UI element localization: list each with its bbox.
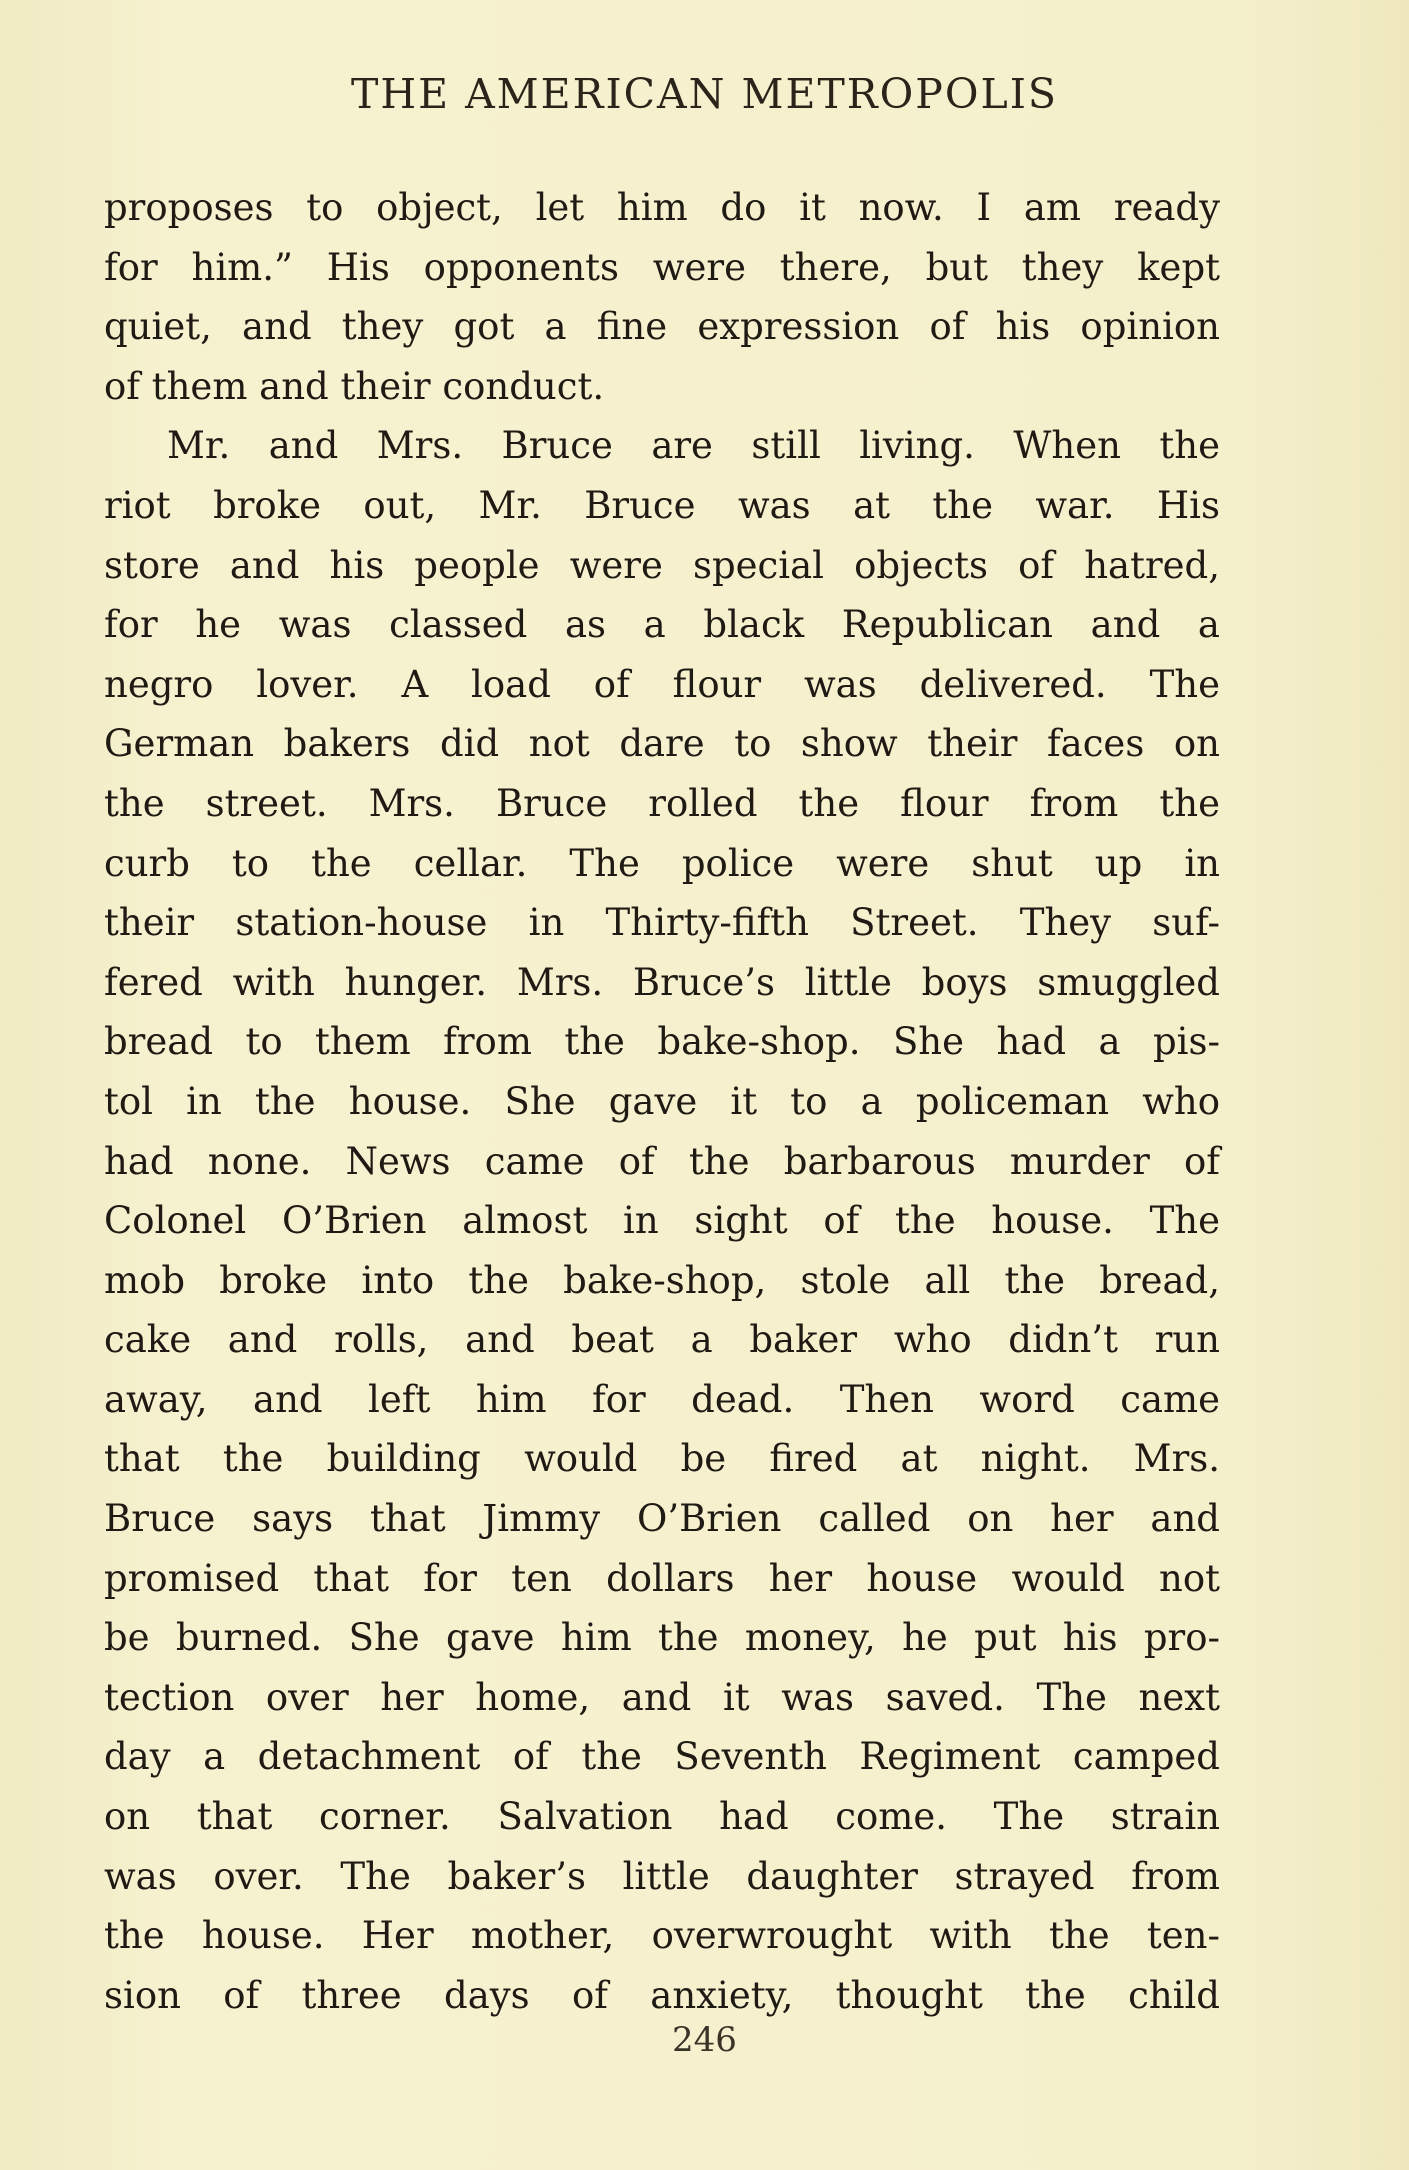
text-line: be burned. She gave him the money, he put his pro- (104, 1616, 1220, 1660)
page-number: 246 (672, 2020, 737, 2060)
text-line: cake and rolls, and beat a baker who didn’t run (104, 1318, 1220, 1362)
text-line: had none. News came of the barbarous murder of (104, 1139, 1220, 1183)
text-line: of them and their conduct. (104, 364, 605, 408)
text-line: the street. Mrs. Bruce rolled the flour from the (104, 781, 1220, 825)
text-line: curb to the cellar. The police were shut up in (104, 841, 1220, 885)
text-line: on that corner. Salvation had come. The strain (104, 1795, 1220, 1839)
text-line: negro lover. A load of flour was delivered. The (104, 662, 1220, 706)
text-line: German bakers did not dare to show their faces on (104, 722, 1220, 766)
text-line: tection over her home, and it was saved. The next (104, 1675, 1220, 1719)
text-line: was over. The baker’s little daughter strayed from (104, 1854, 1220, 1898)
text-line: fered with hunger. Mrs. Bruce’s little boys smuggled (104, 960, 1220, 1004)
text-line: the house. Her mother, overwrought with the ten- (104, 1914, 1220, 1958)
running-head-title: THE AMERICAN METROPOLIS (351, 70, 1058, 118)
text-line: day a detachment of the Seventh Regiment camped (104, 1735, 1220, 1779)
text-line: for him.” His opponents were there, but they kept (104, 245, 1220, 289)
text-line: that the building would be fired at night. Mrs. (104, 1437, 1220, 1481)
text-line: their station-house in Thirty-fifth Street. They suf- (104, 901, 1220, 945)
text-line: store and his people were special objects of hatred, (104, 543, 1220, 587)
body-text (104, 178, 1220, 2025)
text-line: proposes to object, let him do it now. I am ready (104, 186, 1220, 229)
text-line: Mr. and Mrs. Bruce are still living. When the (167, 424, 1220, 468)
text-line: Colonel O’Brien almost in sight of the house. The (104, 1199, 1220, 1243)
text-line: tol in the house. She gave it to a policeman who (104, 1079, 1220, 1123)
text-line: sion of three days of anxiety, thought the child (104, 1973, 1220, 2017)
text-line: quiet, and they got a fine expression of his opinion (104, 305, 1220, 349)
text-line: promised that for ten dollars her house would not (104, 1556, 1220, 1600)
text-line: away, and left him for dead. Then word came (104, 1377, 1220, 1421)
text-line: mob broke into the bake-shop, stole all the bread, (104, 1258, 1220, 1302)
text-line: riot broke out, Mr. Bruce was at the war. His (104, 483, 1220, 527)
text-line: for he was classed as a black Republican and a (104, 603, 1220, 647)
text-line: bread to them from the bake-shop. She had a pis- (104, 1020, 1220, 1064)
text-line: Bruce says that Jimmy O’Brien called on her and (104, 1497, 1220, 1541)
